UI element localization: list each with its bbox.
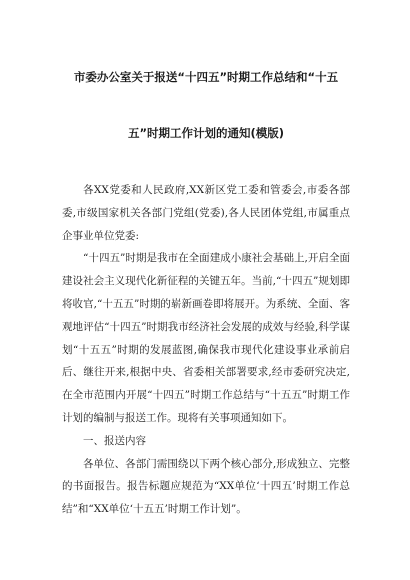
- document-title-line-1: 市委办公室关于报送“十四五”时期工作总结和“十五: [73, 70, 339, 84]
- content-paragraph: 各单位、各部门需围绕以下两个核心部分,形成独立、完整的书面报告。报告标题应规范为“XX单位‘十四五’时期工作总结”和“XX单位‘十五五’时期工作计划”。: [62, 457, 350, 516]
- intro-paragraph: “十四五”时期是我市在全面建成小康社会基础上,开启全面建设社会主义现代化新征程的关键五年。当前,“十四五”规划即将收官,“十五五”时期的崭新画卷即将展开。为系统、全面、客观地评估“十四五”时期我市经济社会发展的成效与经验,科学谋划“十五五”时期的发展蓝图,确保我市现代化建设事业承前启后、继往开来,根据中央、省委相关部署要求,经市委研究决定,在全市范围内开展“十四五”时期工作总结与“十五五”时期工作计划的编制与报送工作。现将有关事项通知如下。: [62, 252, 350, 424]
- section-heading: 一、报送内容: [83, 434, 146, 447]
- document-title-line-2: 五”时期工作计划的通知(模版): [127, 126, 285, 140]
- addressee-paragraph: 各XX党委和人民政府,XX新区党工委和管委会,市委各部委,市级国家机关各部门党组(党委),各人民团体党组,市属重点企事业单位党委:: [62, 184, 350, 242]
- document-body: [62, 179, 350, 521]
